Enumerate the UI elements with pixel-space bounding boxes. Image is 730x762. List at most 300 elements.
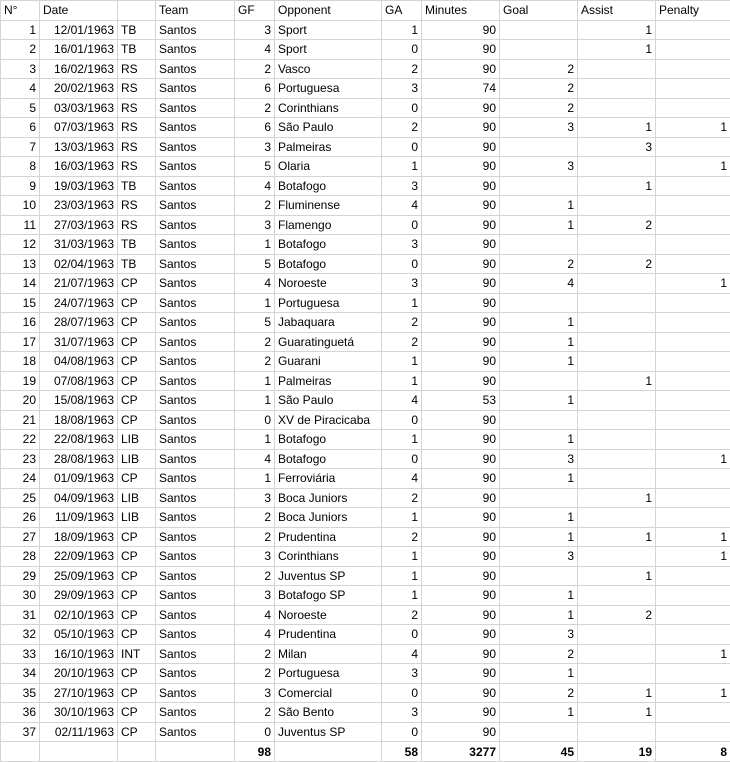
cell-gf[interactable]: 3 <box>235 586 275 606</box>
cell-team[interactable]: Santos <box>156 430 235 450</box>
cell-penalty[interactable]: 1 <box>656 449 730 469</box>
cell-minutes[interactable]: 90 <box>422 605 500 625</box>
cell-assist[interactable]: 1 <box>578 527 656 547</box>
cell-competition[interactable]: TB <box>118 235 156 255</box>
cell-ga[interactable]: 0 <box>382 254 422 274</box>
cell-minutes[interactable]: 90 <box>422 469 500 489</box>
cell-goal[interactable] <box>500 410 578 430</box>
cell-number[interactable]: 18 <box>1 352 40 372</box>
cell-opponent[interactable]: Noroeste <box>275 274 382 294</box>
cell-gf[interactable]: 4 <box>235 449 275 469</box>
cell-opponent[interactable]: Flamengo <box>275 215 382 235</box>
cell-competition[interactable]: CP <box>118 586 156 606</box>
cell-goal[interactable]: 1 <box>500 605 578 625</box>
cell-ga[interactable]: 0 <box>382 449 422 469</box>
cell-team[interactable]: Santos <box>156 508 235 528</box>
cell-opponent[interactable]: Olaria <box>275 157 382 177</box>
cell-team[interactable]: Santos <box>156 332 235 352</box>
cell-date[interactable]: 13/03/1963 <box>40 137 118 157</box>
cell-assist[interactable] <box>578 430 656 450</box>
cell-gf[interactable]: 2 <box>235 703 275 723</box>
cell-gf[interactable]: 4 <box>235 605 275 625</box>
header-cell-ga[interactable]: GA <box>382 1 422 21</box>
cell-competition[interactable]: RS <box>118 196 156 216</box>
cell-assist[interactable] <box>578 625 656 645</box>
cell-opponent[interactable]: Guarani <box>275 352 382 372</box>
total-cell-gf[interactable]: 98 <box>235 742 275 762</box>
cell-ga[interactable]: 3 <box>382 664 422 684</box>
cell-assist[interactable] <box>578 313 656 333</box>
cell-date[interactable]: 24/07/1963 <box>40 293 118 313</box>
cell-goal[interactable]: 1 <box>500 664 578 684</box>
cell-number[interactable]: 23 <box>1 449 40 469</box>
cell-assist[interactable]: 1 <box>578 683 656 703</box>
cell-goal[interactable]: 3 <box>500 625 578 645</box>
cell-date[interactable]: 18/08/1963 <box>40 410 118 430</box>
cell-gf[interactable]: 2 <box>235 98 275 118</box>
cell-team[interactable]: Santos <box>156 352 235 372</box>
cell-assist[interactable]: 1 <box>578 118 656 138</box>
cell-competition[interactable]: CP <box>118 664 156 684</box>
cell-assist[interactable]: 2 <box>578 605 656 625</box>
cell-assist[interactable] <box>578 332 656 352</box>
cell-gf[interactable]: 0 <box>235 410 275 430</box>
cell-number[interactable]: 9 <box>1 176 40 196</box>
cell-date[interactable]: 22/08/1963 <box>40 430 118 450</box>
cell-competition[interactable]: LIB <box>118 488 156 508</box>
cell-ga[interactable]: 0 <box>382 683 422 703</box>
cell-ga[interactable]: 3 <box>382 176 422 196</box>
cell-ga[interactable]: 1 <box>382 430 422 450</box>
cell-team[interactable]: Santos <box>156 313 235 333</box>
cell-competition[interactable]: RS <box>118 79 156 99</box>
cell-ga[interactable]: 1 <box>382 293 422 313</box>
cell-goal[interactable]: 3 <box>500 449 578 469</box>
cell-goal[interactable]: 1 <box>500 352 578 372</box>
cell-ga[interactable]: 4 <box>382 469 422 489</box>
cell-number[interactable]: 6 <box>1 118 40 138</box>
cell-ga[interactable]: 1 <box>382 566 422 586</box>
cell-competition[interactable]: RS <box>118 118 156 138</box>
cell-team[interactable]: Santos <box>156 274 235 294</box>
cell-date[interactable]: 31/03/1963 <box>40 235 118 255</box>
cell-ga[interactable]: 1 <box>382 547 422 567</box>
cell-opponent[interactable]: Botafogo SP <box>275 586 382 606</box>
cell-gf[interactable]: 2 <box>235 332 275 352</box>
cell-team[interactable]: Santos <box>156 176 235 196</box>
cell-goal[interactable]: 2 <box>500 79 578 99</box>
total-cell-assist[interactable]: 19 <box>578 742 656 762</box>
cell-team[interactable]: Santos <box>156 391 235 411</box>
cell-date[interactable]: 07/08/1963 <box>40 371 118 391</box>
cell-penalty[interactable] <box>656 332 730 352</box>
cell-date[interactable]: 16/10/1963 <box>40 644 118 664</box>
cell-ga[interactable]: 1 <box>382 157 422 177</box>
cell-ga[interactable]: 2 <box>382 605 422 625</box>
cell-gf[interactable]: 2 <box>235 566 275 586</box>
total-cell-penalty[interactable]: 8 <box>656 742 730 762</box>
cell-gf[interactable]: 1 <box>235 430 275 450</box>
cell-team[interactable]: Santos <box>156 235 235 255</box>
cell-date[interactable]: 04/08/1963 <box>40 352 118 372</box>
cell-team[interactable]: Santos <box>156 703 235 723</box>
cell-penalty[interactable] <box>656 59 730 79</box>
cell-goal[interactable]: 4 <box>500 274 578 294</box>
cell-penalty[interactable]: 1 <box>656 644 730 664</box>
cell-penalty[interactable] <box>656 625 730 645</box>
cell-competition[interactable]: CP <box>118 605 156 625</box>
cell-number[interactable]: 19 <box>1 371 40 391</box>
cell-goal[interactable]: 1 <box>500 586 578 606</box>
cell-opponent[interactable]: Prudentina <box>275 527 382 547</box>
cell-team[interactable]: Santos <box>156 586 235 606</box>
cell-penalty[interactable] <box>656 469 730 489</box>
cell-penalty[interactable] <box>656 176 730 196</box>
total-cell-ga[interactable]: 58 <box>382 742 422 762</box>
cell-competition[interactable]: CP <box>118 566 156 586</box>
cell-opponent[interactable]: Boca Juniors <box>275 508 382 528</box>
cell-date[interactable]: 27/10/1963 <box>40 683 118 703</box>
cell-assist[interactable]: 1 <box>578 371 656 391</box>
cell-team[interactable]: Santos <box>156 683 235 703</box>
cell-goal[interactable] <box>500 40 578 60</box>
cell-gf[interactable]: 3 <box>235 215 275 235</box>
cell-number[interactable]: 31 <box>1 605 40 625</box>
cell-number[interactable]: 37 <box>1 722 40 742</box>
cell-goal[interactable]: 2 <box>500 644 578 664</box>
cell-number[interactable]: 8 <box>1 157 40 177</box>
header-cell-assist[interactable]: Assist <box>578 1 656 21</box>
cell-gf[interactable]: 2 <box>235 527 275 547</box>
cell-opponent[interactable]: Juventus SP <box>275 566 382 586</box>
cell-assist[interactable] <box>578 508 656 528</box>
cell-number[interactable]: 11 <box>1 215 40 235</box>
cell-number[interactable]: 1 <box>1 20 40 40</box>
cell-minutes[interactable]: 90 <box>422 313 500 333</box>
cell-date[interactable]: 02/04/1963 <box>40 254 118 274</box>
cell-minutes[interactable]: 90 <box>422 293 500 313</box>
cell-penalty[interactable]: 1 <box>656 527 730 547</box>
cell-date[interactable]: 25/09/1963 <box>40 566 118 586</box>
cell-ga[interactable]: 0 <box>382 625 422 645</box>
cell-penalty[interactable] <box>656 137 730 157</box>
cell-minutes[interactable]: 90 <box>422 527 500 547</box>
cell-gf[interactable]: 1 <box>235 293 275 313</box>
cell-assist[interactable]: 2 <box>578 254 656 274</box>
cell-assist[interactable] <box>578 449 656 469</box>
cell-team[interactable]: Santos <box>156 20 235 40</box>
cell-team[interactable]: Santos <box>156 722 235 742</box>
cell-opponent[interactable]: Vasco <box>275 59 382 79</box>
cell-number[interactable]: 12 <box>1 235 40 255</box>
cell-goal[interactable] <box>500 137 578 157</box>
cell-ga[interactable]: 2 <box>382 527 422 547</box>
cell-date[interactable]: 31/07/1963 <box>40 332 118 352</box>
cell-gf[interactable]: 2 <box>235 644 275 664</box>
cell-assist[interactable] <box>578 586 656 606</box>
cell-minutes[interactable]: 90 <box>422 137 500 157</box>
cell-opponent[interactable]: Portuguesa <box>275 664 382 684</box>
cell-goal[interactable]: 1 <box>500 215 578 235</box>
cell-penalty[interactable] <box>656 722 730 742</box>
cell-number[interactable]: 21 <box>1 410 40 430</box>
cell-team[interactable]: Santos <box>156 664 235 684</box>
cell-assist[interactable] <box>578 157 656 177</box>
cell-competition[interactable]: CP <box>118 313 156 333</box>
cell-goal[interactable]: 3 <box>500 157 578 177</box>
cell-competition[interactable]: INT <box>118 644 156 664</box>
cell-gf[interactable]: 6 <box>235 118 275 138</box>
cell-opponent[interactable]: Palmeiras <box>275 371 382 391</box>
cell-goal[interactable]: 1 <box>500 527 578 547</box>
cell-team[interactable]: Santos <box>156 469 235 489</box>
header-cell-goal[interactable]: Goal <box>500 1 578 21</box>
cell-penalty[interactable] <box>656 235 730 255</box>
cell-number[interactable]: 14 <box>1 274 40 294</box>
cell-ga[interactable]: 3 <box>382 235 422 255</box>
cell-assist[interactable] <box>578 196 656 216</box>
cell-minutes[interactable]: 90 <box>422 371 500 391</box>
cell-date[interactable]: 28/08/1963 <box>40 449 118 469</box>
cell-penalty[interactable] <box>656 605 730 625</box>
cell-competition[interactable]: LIB <box>118 430 156 450</box>
cell-date[interactable]: 11/09/1963 <box>40 508 118 528</box>
cell-team[interactable]: Santos <box>156 79 235 99</box>
cell-assist[interactable] <box>578 59 656 79</box>
cell-date[interactable]: 20/10/1963 <box>40 664 118 684</box>
cell-competition[interactable]: CP <box>118 410 156 430</box>
cell-number[interactable]: 34 <box>1 664 40 684</box>
cell-team[interactable]: Santos <box>156 215 235 235</box>
cell-team[interactable]: Santos <box>156 196 235 216</box>
cell-minutes[interactable]: 90 <box>422 274 500 294</box>
cell-ga[interactable]: 0 <box>382 410 422 430</box>
cell-number[interactable]: 5 <box>1 98 40 118</box>
cell-penalty[interactable] <box>656 40 730 60</box>
cell-opponent[interactable]: Ferroviária <box>275 469 382 489</box>
cell-team[interactable]: Santos <box>156 59 235 79</box>
cell-goal[interactable]: 2 <box>500 98 578 118</box>
cell-gf[interactable]: 3 <box>235 547 275 567</box>
cell-ga[interactable]: 3 <box>382 79 422 99</box>
cell-goal[interactable] <box>500 722 578 742</box>
cell-assist[interactable]: 2 <box>578 215 656 235</box>
cell-goal[interactable]: 2 <box>500 59 578 79</box>
cell-minutes[interactable]: 90 <box>422 352 500 372</box>
cell-date[interactable]: 07/03/1963 <box>40 118 118 138</box>
cell-assist[interactable] <box>578 469 656 489</box>
cell-goal[interactable] <box>500 176 578 196</box>
cell-competition[interactable]: CP <box>118 683 156 703</box>
cell-opponent[interactable]: Portuguesa <box>275 293 382 313</box>
cell-competition[interactable]: CP <box>118 625 156 645</box>
cell-team[interactable]: Santos <box>156 254 235 274</box>
cell-gf[interactable]: 1 <box>235 469 275 489</box>
cell-ga[interactable]: 0 <box>382 137 422 157</box>
cell-opponent[interactable]: Botafogo <box>275 254 382 274</box>
cell-team[interactable]: Santos <box>156 644 235 664</box>
cell-ga[interactable]: 4 <box>382 391 422 411</box>
cell-date[interactable]: 03/03/1963 <box>40 98 118 118</box>
cell-minutes[interactable]: 90 <box>422 59 500 79</box>
cell-team[interactable]: Santos <box>156 98 235 118</box>
cell-competition[interactable]: TB <box>118 20 156 40</box>
cell-ga[interactable]: 3 <box>382 703 422 723</box>
cell-date[interactable]: 16/03/1963 <box>40 157 118 177</box>
cell-goal[interactable] <box>500 235 578 255</box>
cell-date[interactable]: 21/07/1963 <box>40 274 118 294</box>
cell-number[interactable]: 35 <box>1 683 40 703</box>
cell-competition[interactable]: RS <box>118 98 156 118</box>
cell-ga[interactable]: 2 <box>382 488 422 508</box>
cell-competition[interactable]: CP <box>118 293 156 313</box>
cell-goal[interactable]: 1 <box>500 469 578 489</box>
cell-number[interactable]: 24 <box>1 469 40 489</box>
cell-goal[interactable]: 1 <box>500 508 578 528</box>
cell-ga[interactable]: 3 <box>382 274 422 294</box>
cell-date[interactable]: 27/03/1963 <box>40 215 118 235</box>
cell-gf[interactable]: 4 <box>235 274 275 294</box>
cell-ga[interactable]: 2 <box>382 59 422 79</box>
cell-team[interactable]: Santos <box>156 449 235 469</box>
cell-ga[interactable]: 1 <box>382 586 422 606</box>
cell-assist[interactable] <box>578 274 656 294</box>
cell-date[interactable]: 19/03/1963 <box>40 176 118 196</box>
cell-penalty[interactable]: 1 <box>656 683 730 703</box>
cell-penalty[interactable] <box>656 215 730 235</box>
cell-assist[interactable]: 1 <box>578 488 656 508</box>
total-cell-goal[interactable]: 45 <box>500 742 578 762</box>
cell-ga[interactable]: 1 <box>382 20 422 40</box>
cell-assist[interactable]: 1 <box>578 176 656 196</box>
cell-opponent[interactable]: Boca Juniors <box>275 488 382 508</box>
cell-minutes[interactable]: 90 <box>422 98 500 118</box>
cell-opponent[interactable]: São Paulo <box>275 118 382 138</box>
cell-date[interactable]: 18/09/1963 <box>40 527 118 547</box>
cell-penalty[interactable]: 1 <box>656 547 730 567</box>
cell-opponent[interactable]: Juventus SP <box>275 722 382 742</box>
cell-gf[interactable]: 3 <box>235 683 275 703</box>
cell-minutes[interactable]: 90 <box>422 664 500 684</box>
cell-number[interactable]: 7 <box>1 137 40 157</box>
cell-gf[interactable]: 2 <box>235 508 275 528</box>
cell-competition[interactable]: RS <box>118 215 156 235</box>
cell-opponent[interactable]: Jabaquara <box>275 313 382 333</box>
cell-minutes[interactable]: 90 <box>422 20 500 40</box>
cell-assist[interactable] <box>578 352 656 372</box>
cell-date[interactable]: 04/09/1963 <box>40 488 118 508</box>
cell-number[interactable]: 3 <box>1 59 40 79</box>
cell-competition[interactable]: CP <box>118 391 156 411</box>
cell-competition[interactable]: CP <box>118 547 156 567</box>
cell-opponent[interactable]: Corinthians <box>275 98 382 118</box>
cell-penalty[interactable]: 1 <box>656 157 730 177</box>
cell-minutes[interactable]: 90 <box>422 332 500 352</box>
cell-date[interactable]: 29/09/1963 <box>40 586 118 606</box>
cell-date[interactable]: 28/07/1963 <box>40 313 118 333</box>
cell-number[interactable]: 13 <box>1 254 40 274</box>
cell-number[interactable]: 26 <box>1 508 40 528</box>
cell-minutes[interactable]: 90 <box>422 683 500 703</box>
cell-number[interactable]: 28 <box>1 547 40 567</box>
cell-number[interactable]: 33 <box>1 644 40 664</box>
cell-assist[interactable] <box>578 391 656 411</box>
cell-goal[interactable]: 3 <box>500 118 578 138</box>
cell-assist[interactable] <box>578 722 656 742</box>
cell-competition[interactable]: LIB <box>118 508 156 528</box>
cell-penalty[interactable] <box>656 20 730 40</box>
cell-penalty[interactable] <box>656 391 730 411</box>
total-cell-minutes[interactable]: 3277 <box>422 742 500 762</box>
cell-date[interactable]: 30/10/1963 <box>40 703 118 723</box>
cell-ga[interactable]: 1 <box>382 508 422 528</box>
cell-minutes[interactable]: 90 <box>422 508 500 528</box>
cell-ga[interactable]: 0 <box>382 722 422 742</box>
header-cell-minutes[interactable]: Minutes <box>422 1 500 21</box>
cell-competition[interactable]: TB <box>118 254 156 274</box>
cell-competition[interactable]: CP <box>118 332 156 352</box>
cell-minutes[interactable]: 90 <box>422 644 500 664</box>
cell-date[interactable]: 22/09/1963 <box>40 547 118 567</box>
cell-minutes[interactable]: 90 <box>422 566 500 586</box>
cell-gf[interactable]: 3 <box>235 137 275 157</box>
cell-penalty[interactable] <box>656 664 730 684</box>
cell-penalty[interactable] <box>656 196 730 216</box>
cell-gf[interactable]: 2 <box>235 59 275 79</box>
cell-number[interactable]: 22 <box>1 430 40 450</box>
header-cell-date[interactable]: Date <box>40 1 118 21</box>
cell-ga[interactable]: 1 <box>382 371 422 391</box>
cell-assist[interactable] <box>578 79 656 99</box>
cell-opponent[interactable]: Botafogo <box>275 176 382 196</box>
cell-gf[interactable]: 1 <box>235 371 275 391</box>
cell-assist[interactable] <box>578 644 656 664</box>
cell-penalty[interactable]: 1 <box>656 274 730 294</box>
cell-gf[interactable]: 5 <box>235 313 275 333</box>
cell-minutes[interactable]: 90 <box>422 449 500 469</box>
cell-competition[interactable]: RS <box>118 157 156 177</box>
cell-gf[interactable]: 0 <box>235 722 275 742</box>
cell-competition[interactable]: CP <box>118 703 156 723</box>
cell-opponent[interactable]: Sport <box>275 40 382 60</box>
cell-team[interactable]: Santos <box>156 371 235 391</box>
cell-team[interactable]: Santos <box>156 118 235 138</box>
cell-opponent[interactable]: Comercial <box>275 683 382 703</box>
cell-gf[interactable]: 2 <box>235 196 275 216</box>
cell-penalty[interactable] <box>656 566 730 586</box>
cell-ga[interactable]: 2 <box>382 313 422 333</box>
cell-date[interactable]: 16/02/1963 <box>40 59 118 79</box>
cell-ga[interactable]: 2 <box>382 332 422 352</box>
cell-date[interactable]: 12/01/1963 <box>40 20 118 40</box>
cell-minutes[interactable]: 90 <box>422 176 500 196</box>
cell-date[interactable]: 01/09/1963 <box>40 469 118 489</box>
cell-minutes[interactable]: 90 <box>422 40 500 60</box>
cell-assist[interactable] <box>578 410 656 430</box>
cell-opponent[interactable]: Botafogo <box>275 430 382 450</box>
cell-assist[interactable] <box>578 235 656 255</box>
cell-date[interactable]: 16/01/1963 <box>40 40 118 60</box>
cell-assist[interactable] <box>578 293 656 313</box>
cell-gf[interactable]: 5 <box>235 254 275 274</box>
cell-assist[interactable] <box>578 547 656 567</box>
cell-minutes[interactable]: 90 <box>422 586 500 606</box>
cell-opponent[interactable]: Prudentina <box>275 625 382 645</box>
cell-number[interactable]: 20 <box>1 391 40 411</box>
cell-competition[interactable]: CP <box>118 722 156 742</box>
cell-team[interactable]: Santos <box>156 566 235 586</box>
cell-penalty[interactable] <box>656 586 730 606</box>
